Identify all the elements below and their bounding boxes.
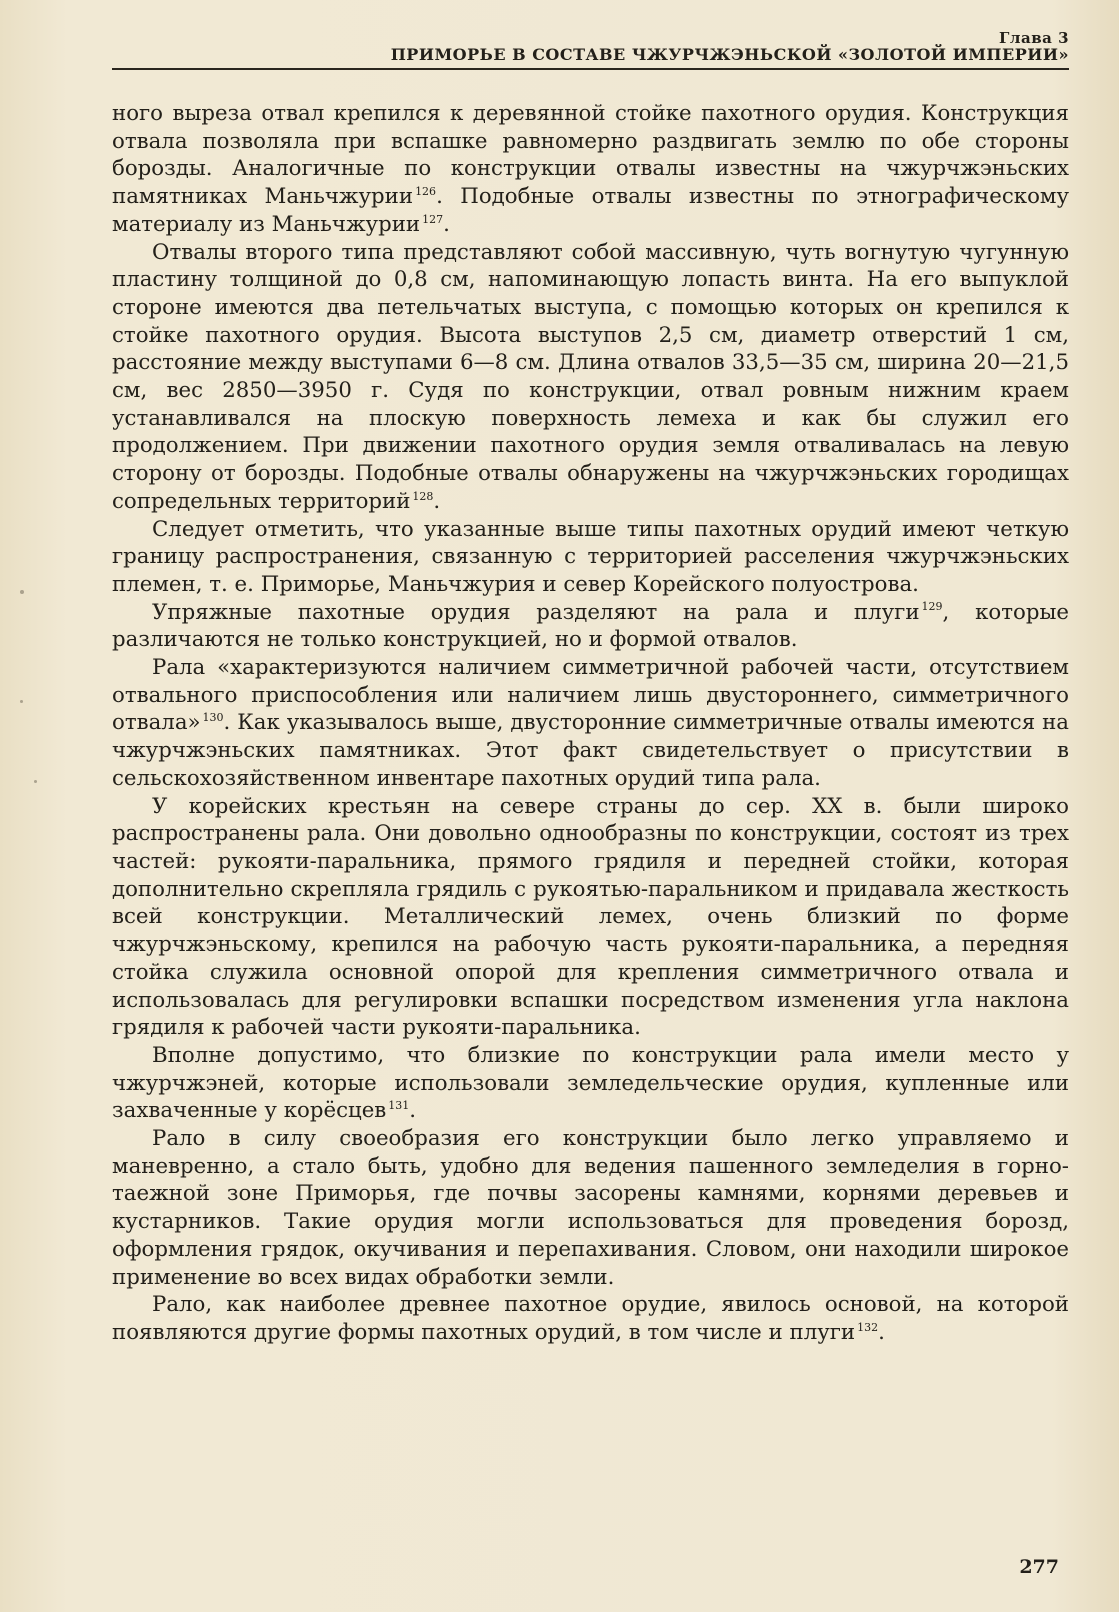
body-text (112, 100, 1069, 1347)
page-number: 277 (1019, 1556, 1059, 1578)
footnote-ref-130: 130 (202, 711, 224, 725)
running-title: ПРИМОРЬЕ В СОСТАВЕ ЧЖУРЧЖЭНЬСКОЙ «ЗОЛОТОЙ ИМПЕРИИ» (390, 45, 1069, 64)
paragraph-5: Рала «характеризуются наличием симметричной рабочей части, отсутствием отвального приспособления или наличием лишь двустороннего, симметричного отвала» $^{130}$. Как указывалось выше, двусторонние симметричные отвалы имеются на чжурчжэньских памятниках. Этот факт свидетельствует о присутствии в сельскохозяйственном инвентаре пахотных орудий типа рала. (112, 655, 1069, 791)
paragraph-8: Рало в силу своеобразия его конструкции было легко управляемо и маневренно, а стало быть, удобно для ведения пашенного земледелия в горно-таежной зоне Приморья, где почвы засорены камнями, корнями деревьев и кустарников. Такие орудия могли использоваться для проведения борозд, оформления грядок, окучивания и перепахивания. Словом, они находили широкое применение во всех видах обработки земли. (112, 1126, 1069, 1290)
paragraph-2: Отвалы второго типа представляют собой массивную, чуть вогнутую чугунную пластину толщиной до 0,8 см, напоминающую лопасть винта. На его выпуклой стороне имеются два петельчатых выступа, с помощью которых он крепился к стойке пахотного орудия. Высота выступов 2,5 см, диаметр отверстий 1 см, расстояние между выступами 6—8 см. Длина отвалов 33,5—35 см, ширина 20—21,5 см, вес 2850—3950 г. Судя по конструкции, отвал ровным нижним краем устанавливался на плоскую поверхность лемеха и как бы служил его продолжением. При движении пахотного орудия земля отваливалась на левую сторону от борозды. Подобные отвалы обнаружены на чжурчжэньских городищах сопредельных территорий $^{128}$. (112, 239, 1069, 514)
paragraph-1: ного выреза отвал крепился к деревянной стойке пахотного орудия. Конструкция отвала позволяла при вспашке равномерно раздвигать землю по обе стороны борозды. Аналогичные по конструкции отвалы известны на чжурчжэньских памятниках Маньчжурии $^{126}$. Подобные отвалы известны по этнографическому материалу из Маньчжурии $^{127}$. (112, 101, 1069, 237)
header-rule (112, 68, 1069, 70)
paragraph-4: Упряжные пахотные орудия разделяют на рала и плуги $^{129}$, которые различаются не только конструкцией, но и формой отвалов. (112, 599, 1070, 653)
footnote-ref-128: 128 (412, 489, 434, 503)
paper-speck (34, 780, 37, 783)
paragraph-3: Следует отметить, что указанные выше типы пахотных орудий имеют четкую границу распространения, связанную с территорией расселения чжурчжэньских племен, т. е. Приморье, Маньчжурия и север Корейского полуострова. (112, 516, 1069, 597)
paragraph-9: Рало, как наиболее древнее пахотное орудие, явилось основой, на которой появляются другие формы пахотных орудий, в том числе и плуги $^{132}$. (112, 1292, 1069, 1345)
footnote-ref-132: 132 (857, 1320, 879, 1334)
paragraph-6: У корейских крестьян на севере страны до сер. XX в. были широко распространены рала. Они довольно однообразны по конструкции, состоят из трех частей: рукояти-паральника, прямого грядиля и передней стойки, которая дополнительно скрепляла грядиль с рукоятью-паральником и придавала жесткость всей конструкции. Металлический лемех, очень близкий по форме чжурчжэньскому, крепился на рабочую часть рукояти-паральника, а передняя стойка служила основной опорой для крепления симметричного отвала и использовалась для регулировки вспашки посредством изменения угла наклона грядиля к рабочей части рукояти-паральника. (112, 793, 1069, 1041)
paragraph-7: Вполне допустимо, что близкие по конструкции рала имели место у чжурчжэней, которые использовали земледельческие орудия, купленные или захваченные у корёсцев $^{131}$. (112, 1042, 1069, 1124)
footnote-ref-127: 127 (422, 212, 444, 226)
running-header (112, 30, 1069, 70)
paper-speck (20, 700, 23, 703)
footnote-ref-129: 129 (921, 600, 943, 614)
chapter-label: Глава 3 (999, 29, 1069, 47)
footnote-ref-126: 126 (415, 184, 437, 198)
paper-speck (20, 590, 24, 594)
footnote-ref-131: 131 (388, 1099, 410, 1113)
